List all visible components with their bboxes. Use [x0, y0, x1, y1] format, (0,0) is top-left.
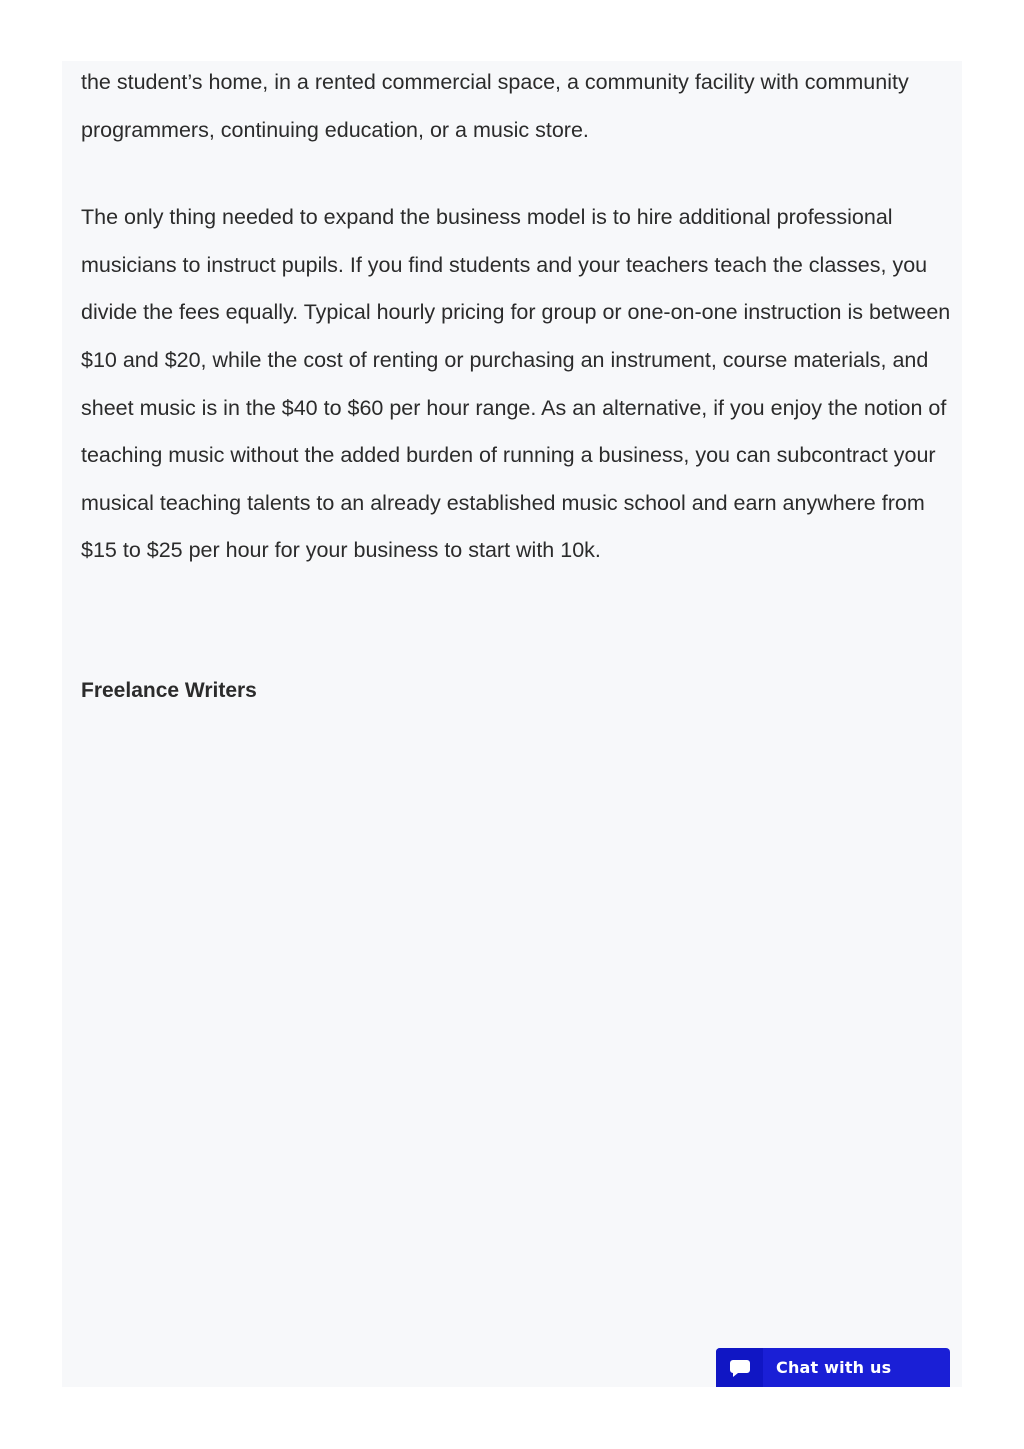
article-body [81, 61, 951, 702]
chat-widget-button[interactable] [716, 1348, 950, 1387]
section-heading: Freelance Writers [81, 679, 257, 702]
article-paragraph-1: the student’s home, in a rented commercial space, a community facility with community programmers, continuing education, or a music store. [81, 70, 909, 142]
chat-icon-container[interactable] [716, 1348, 763, 1387]
content-panel [62, 61, 962, 1387]
article-paragraph-2: The only thing needed to expand the business model is to hire additional professional musicians to instruct pupils. If you find students and your teachers teach the classes, you divide the fees equally. Typical hourly pricing for group or one-on-one instruction is between $10 and $20, while the cost of renting or purchasing an instrument, course materials, and sheet music is in the $40 to $60 per hour range. As an alternative, if you enjoy the notion of teaching music without the added burden of running a business, you can subcontract your musical teaching talents to an already established music school and earn anywhere from $15 to $25 per hour for your business to start with 10k. [81, 205, 951, 563]
chat-widget-label[interactable]: Chat with us [776, 1358, 892, 1377]
chat-bubble-icon [729, 1357, 751, 1379]
